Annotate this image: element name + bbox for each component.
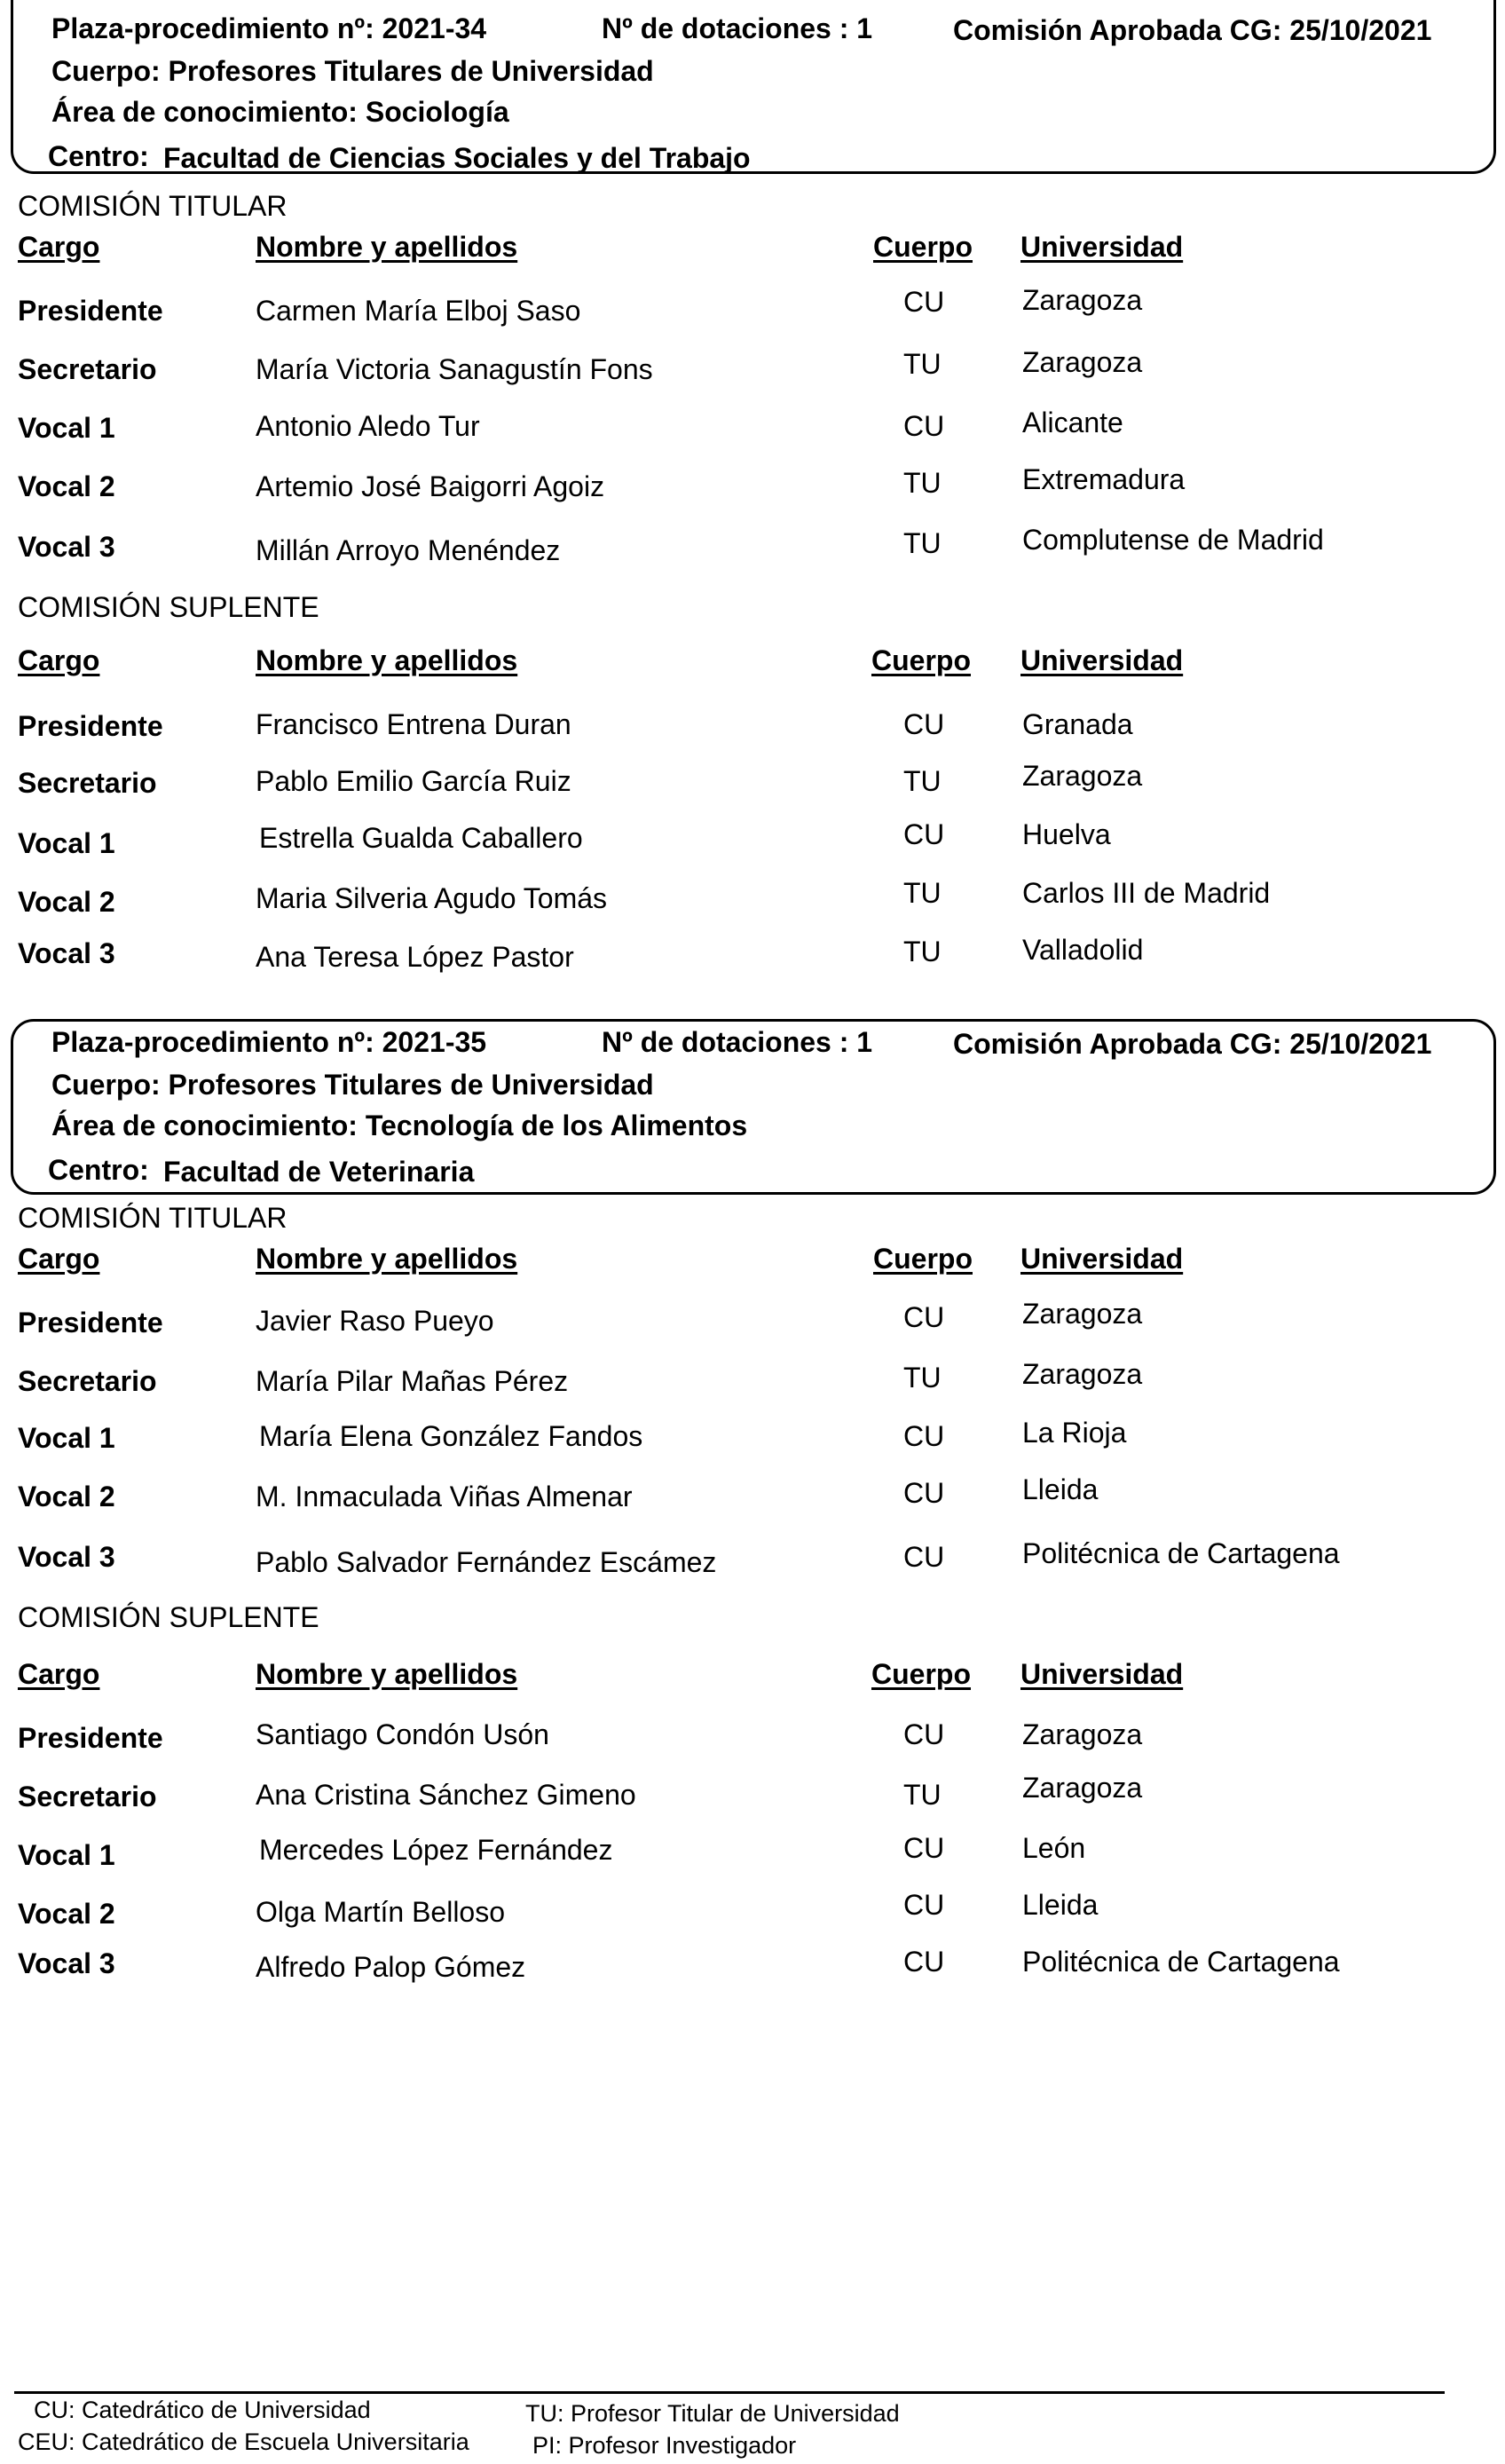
nombre: Ana Cristina Sánchez Gimeno [256,1779,636,1811]
cuerpo: TU [903,467,942,499]
cuerpo: CU [903,410,945,442]
nombre: Carmen María Elboj Saso [256,295,581,327]
cuerpo-line: Cuerpo: Profesores Titulares de Universidad [51,1069,654,1101]
cargo: Vocal 2 [18,1481,115,1512]
cuerpo: CU [903,1889,945,1921]
nombre: Alfredo Palop Gómez [256,1951,526,1983]
centro-label: Centro: [48,140,149,172]
universidad: Politécnica de Cartagena [1022,1537,1340,1569]
dotaciones: Nº de dotaciones : 1 [602,1026,873,1058]
centro-value: Facultad de Veterinaria [163,1156,475,1188]
footer-divider [14,2391,1445,2394]
legend-pi: PI: Profesor Investigador [532,2432,797,2459]
cargo: Presidente [18,710,163,742]
cargo: Vocal 1 [18,1839,115,1871]
nombre: M. Inmaculada Viñas Almenar [256,1481,633,1512]
universidad: Zaragoza [1022,1298,1143,1330]
nombre: Millán Arroyo Menéndez [256,534,561,566]
cuerpo: TU [903,765,942,797]
plaza-number: Plaza-procedimiento nº: 2021-35 [51,1026,487,1058]
nombre: Olga Martín Belloso [256,1896,506,1928]
col-nombre: Nombre y apellidos [256,644,518,676]
nombre: María Victoria Sanagustín Fons [256,353,653,385]
col-cargo: Cargo [18,644,100,676]
cargo: Presidente [18,295,163,327]
cuerpo: CU [903,1301,945,1333]
universidad: Alicante [1022,407,1123,438]
cargo: Vocal 2 [18,1898,115,1930]
universidad: Zaragoza [1022,284,1143,316]
universidad: Carlos III de Madrid [1022,877,1271,909]
cuerpo: TU [903,1779,942,1811]
universidad: Complutense de Madrid [1022,524,1324,556]
comision-aprobada: Comisión Aprobada CG: 25/10/2021 [953,14,1432,46]
cargo: Vocal 1 [18,827,115,859]
cuerpo: CU [903,818,945,850]
nombre: Estrella Gualda Caballero [259,822,583,854]
dotaciones: Nº de dotaciones : 1 [602,12,873,44]
universidad: Granada [1022,708,1133,740]
cuerpo: CU [903,1420,945,1452]
universidad: Lleida [1022,1473,1099,1505]
col-cuerpo: Cuerpo [873,1243,973,1275]
col-universidad: Universidad [1020,644,1184,676]
cargo: Vocal 3 [18,937,115,969]
universidad: La Rioja [1022,1417,1127,1449]
cargo: Presidente [18,1307,163,1339]
col-cuerpo: Cuerpo [873,231,973,263]
nombre: Santiago Condón Usón [256,1718,549,1750]
universidad: Zaragoza [1022,1772,1143,1804]
universidad: Extremadura [1022,463,1186,495]
cargo: Presidente [18,1722,163,1754]
col-cuerpo: Cuerpo [871,1658,971,1690]
cargo: Vocal 1 [18,1422,115,1454]
cuerpo: TU [903,1362,942,1394]
cargo: Vocal 3 [18,1541,115,1573]
cargo: Vocal 3 [18,1947,115,1979]
plaza-section [0,1012,1505,2015]
nombre: Javier Raso Pueyo [256,1305,494,1337]
col-nombre: Nombre y apellidos [256,1658,518,1690]
cargo: Secretario [18,1781,157,1812]
universidad: Zaragoza [1022,760,1143,792]
cargo: Vocal 2 [18,470,115,502]
cuerpo: CU [903,708,945,740]
plaza-number: Plaza-procedimiento nº: 2021-34 [51,12,487,44]
centro-value: Facultad de Ciencias Sociales y del Trabajo [163,142,751,174]
cargo: Secretario [18,767,157,799]
cuerpo: TU [903,348,942,380]
cuerpo: CU [903,1477,945,1509]
cuerpo: CU [903,1946,945,1978]
nombre: Antonio Aledo Tur [256,410,480,442]
cuerpo: CU [903,1541,945,1573]
nombre: Francisco Entrena Duran [256,708,571,740]
universidad: Valladolid [1022,934,1144,966]
cuerpo: CU [903,286,945,318]
legend-ceu: CEU: Catedrático de Escuela Universitaria [18,2428,469,2455]
cuerpo: CU [903,1832,945,1864]
area-line: Área de conocimiento: Sociología [51,96,509,128]
cargo: Vocal 2 [18,886,115,918]
comision-suplente-title: COMISIÓN SUPLENTE [18,1601,319,1633]
nombre: María Pilar Mañas Pérez [256,1365,569,1397]
universidad: Lleida [1022,1889,1099,1921]
centro-label: Centro: [48,1154,149,1186]
universidad: Politécnica de Cartagena [1022,1946,1340,1978]
cuerpo: TU [903,877,942,909]
cargo: Secretario [18,1365,157,1397]
nombre: Mercedes López Fernández [259,1834,613,1866]
universidad: Zaragoza [1022,1358,1143,1390]
nombre: Artemio José Baigorri Agoiz [256,470,605,502]
cargo: Vocal 1 [18,412,115,444]
plaza-section [0,0,1505,1003]
legend-tu: TU: Profesor Titular de Universidad [525,2400,900,2427]
universidad: Zaragoza [1022,1718,1143,1750]
nombre: Ana Teresa López Pastor [256,941,574,973]
cuerpo: TU [903,527,942,559]
cuerpo-line: Cuerpo: Profesores Titulares de Universidad [51,55,654,87]
nombre: Pablo Emilio García Ruiz [256,765,571,797]
nombre: Maria Silveria Agudo Tomás [256,882,608,914]
comision-suplente-title: COMISIÓN SUPLENTE [18,591,319,623]
comision-titular-title: COMISIÓN TITULAR [18,1202,288,1234]
universidad: Zaragoza [1022,346,1143,378]
universidad: León [1022,1832,1086,1864]
comision-titular-title: COMISIÓN TITULAR [18,190,288,222]
comision-aprobada: Comisión Aprobada CG: 25/10/2021 [953,1028,1432,1060]
col-universidad: Universidad [1020,1243,1184,1275]
cargo: Secretario [18,353,157,385]
col-cargo: Cargo [18,1658,100,1690]
col-universidad: Universidad [1020,231,1184,263]
universidad: Huelva [1022,818,1111,850]
legend-cu: CU: Catedrático de Universidad [34,2397,371,2423]
cuerpo: CU [903,1718,945,1750]
col-nombre: Nombre y apellidos [256,231,518,263]
col-cuerpo: Cuerpo [871,644,971,676]
col-cargo: Cargo [18,1243,100,1275]
col-cargo: Cargo [18,231,100,263]
area-line: Área de conocimiento: Tecnología de los Alimentos [51,1110,748,1141]
col-universidad: Universidad [1020,1658,1184,1690]
cuerpo: TU [903,936,942,967]
cargo: Vocal 3 [18,531,115,563]
nombre: María Elena González Fandos [259,1420,643,1452]
col-nombre: Nombre y apellidos [256,1243,518,1275]
nombre: Pablo Salvador Fernández Escámez [256,1546,717,1578]
